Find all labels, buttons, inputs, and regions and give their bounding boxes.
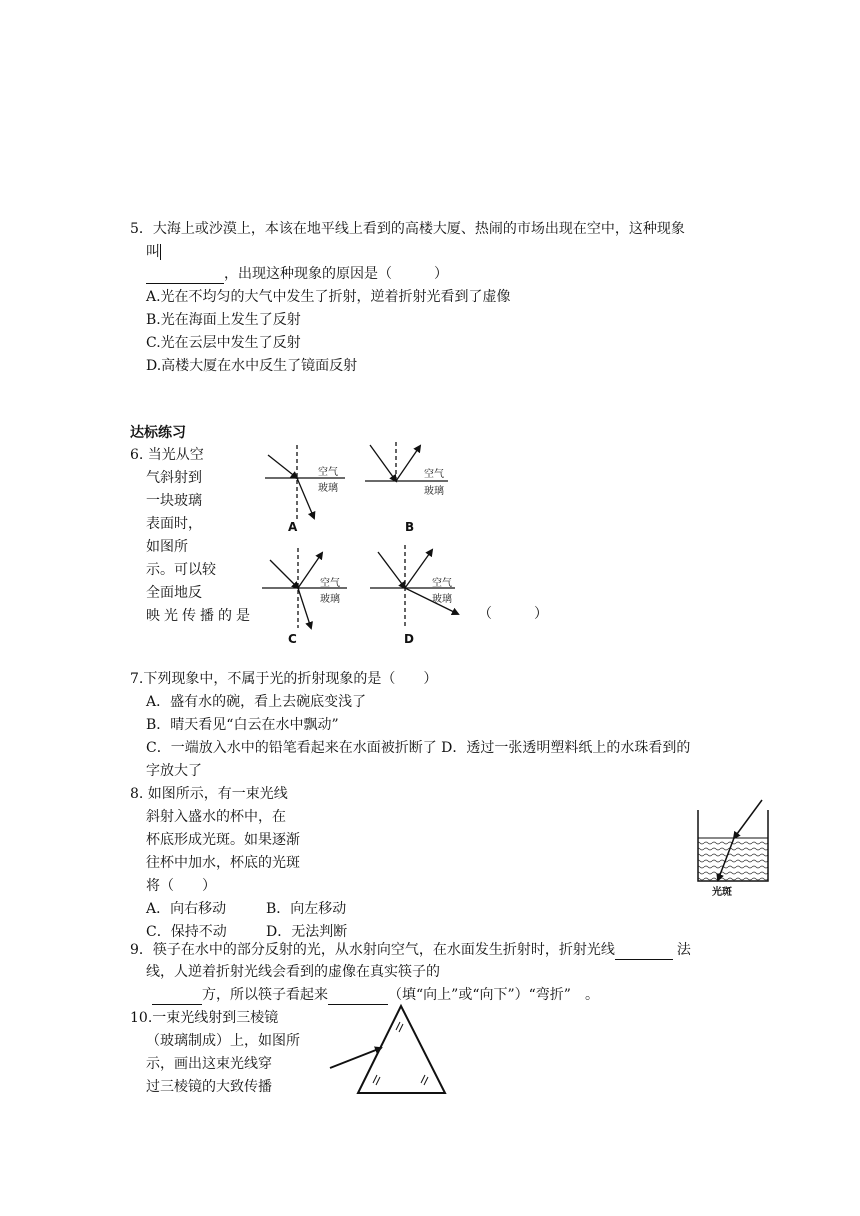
- q9-line3-text: 方，所以筷子看起来: [202, 987, 328, 1003]
- q8-line-5: 将（ ）: [146, 878, 216, 894]
- q10-line-3: 示，画出这束光线穿: [146, 1056, 272, 1072]
- label-glass-a: 玻璃: [318, 483, 338, 494]
- label-air-a: 空气: [318, 467, 338, 478]
- label-glass-b: 玻璃: [424, 486, 444, 497]
- section-title: 达标练习: [130, 425, 186, 441]
- diagram-a: [265, 445, 345, 520]
- q8-line-1: 8. 如图所示，有一束光线: [130, 786, 288, 802]
- label-air-d: 空气: [432, 578, 452, 589]
- label-b: B: [405, 520, 415, 534]
- diagram-c: [262, 548, 347, 628]
- q9-line3: [152, 985, 599, 1005]
- q5-option-a: A.光在不均匀的大气中发生了折射，逆着折射光看到了虚像: [146, 289, 511, 305]
- q10-line-2: （玻璃制成）上，如图所: [146, 1033, 300, 1049]
- label-light-spot: 光斑: [712, 887, 732, 898]
- q9-line2: 线，人逆着折射光线会看到的虚像在真实筷子的: [146, 964, 440, 980]
- text-cursor: [160, 244, 161, 260]
- q6-line-2: 气斜射到: [146, 470, 202, 486]
- q6-line-7: 全面地反: [146, 585, 202, 601]
- q8-line-3: 杯底形成光斑。如果逐渐: [146, 832, 300, 848]
- label-glass-d: 玻璃: [432, 594, 452, 605]
- q9-line1-tail: 法: [676, 942, 691, 958]
- q10-line-1: 10.一束光线射到三棱镜: [130, 1010, 279, 1026]
- diagram-b: [365, 442, 448, 481]
- label-d: D: [404, 632, 414, 646]
- answer-blank[interactable]: [615, 945, 673, 960]
- answer-blank[interactable]: [146, 269, 224, 284]
- q5-line2: 叫: [146, 244, 160, 260]
- q5-line3: [146, 264, 448, 284]
- q5-option-c: C.光在云层中发生了反射: [146, 335, 301, 351]
- q6-line-1: 6. 当光从空: [130, 447, 204, 463]
- q8-option-a: A．向右移动: [146, 901, 227, 917]
- label-air-c: 空气: [320, 578, 340, 589]
- q9-line1: [130, 940, 691, 960]
- q9-line1-text: 9．筷子在水中的部分反射的光，从水射向空气，在水面发生折射时，折射光线: [130, 942, 615, 958]
- answer-blank[interactable]: [328, 990, 388, 1005]
- q5-line3-text: ，出现这种现象的原因是（ ）: [224, 266, 448, 282]
- q6-line-3: 一块玻璃: [146, 493, 202, 509]
- q8-line-4: 往杯中加水，杯底的光斑: [146, 855, 300, 871]
- label-c: C: [288, 632, 297, 646]
- label-a: A: [288, 520, 298, 534]
- q5-line1: 5．大海上或沙漠上，本该在地平线上看到的高楼大厦、热闹的市场出现在空中，这种现象: [130, 221, 685, 237]
- q5-option-b: B.光在海面上发生了反射: [146, 312, 301, 328]
- q9-line3-tail: （填“向上”或“向下”）“弯折” 。: [388, 987, 599, 1003]
- q7-option-cd: C．一端放入水中的铅笔看起来在水面被折断了 D．透过一张透明塑料纸上的水珠看到的: [146, 740, 691, 756]
- label-glass-c: 玻璃: [320, 594, 340, 605]
- q10-line-4: 过三棱镜的大致传播: [146, 1079, 272, 1095]
- q6-line-8: 映光传播的是: [146, 608, 254, 624]
- q8-option-d: D．无法判断: [266, 924, 348, 940]
- q7-option-b: B．晴天看见“白云在水中飘动”: [146, 717, 339, 733]
- q8-option-c: C．保持不动: [146, 924, 227, 940]
- q6-line-4: 表面时，: [146, 516, 202, 532]
- label-air-b: 空气: [424, 469, 444, 480]
- q7-option-cd-cont: 字放大了: [146, 763, 202, 779]
- q6-answer-paren: （ ）: [478, 606, 548, 622]
- diagram-d: [370, 545, 458, 628]
- q7-stem: 7.下列现象中，不属于光的折射现象的是（ ）: [130, 671, 438, 687]
- q8-option-b: B．向左移动: [266, 901, 347, 917]
- answer-blank[interactable]: [152, 990, 202, 1005]
- q5-option-d: D.高楼大厦在水中反生了镜面反射: [146, 358, 358, 374]
- q8-line-2: 斜射入盛水的杯中，在: [146, 809, 286, 825]
- q6-line-5: 如图所: [146, 539, 188, 555]
- q7-option-a: A．盛有水的碗，看上去碗底变浅了: [146, 694, 367, 710]
- q6-line-6: 示。可以较: [146, 562, 216, 578]
